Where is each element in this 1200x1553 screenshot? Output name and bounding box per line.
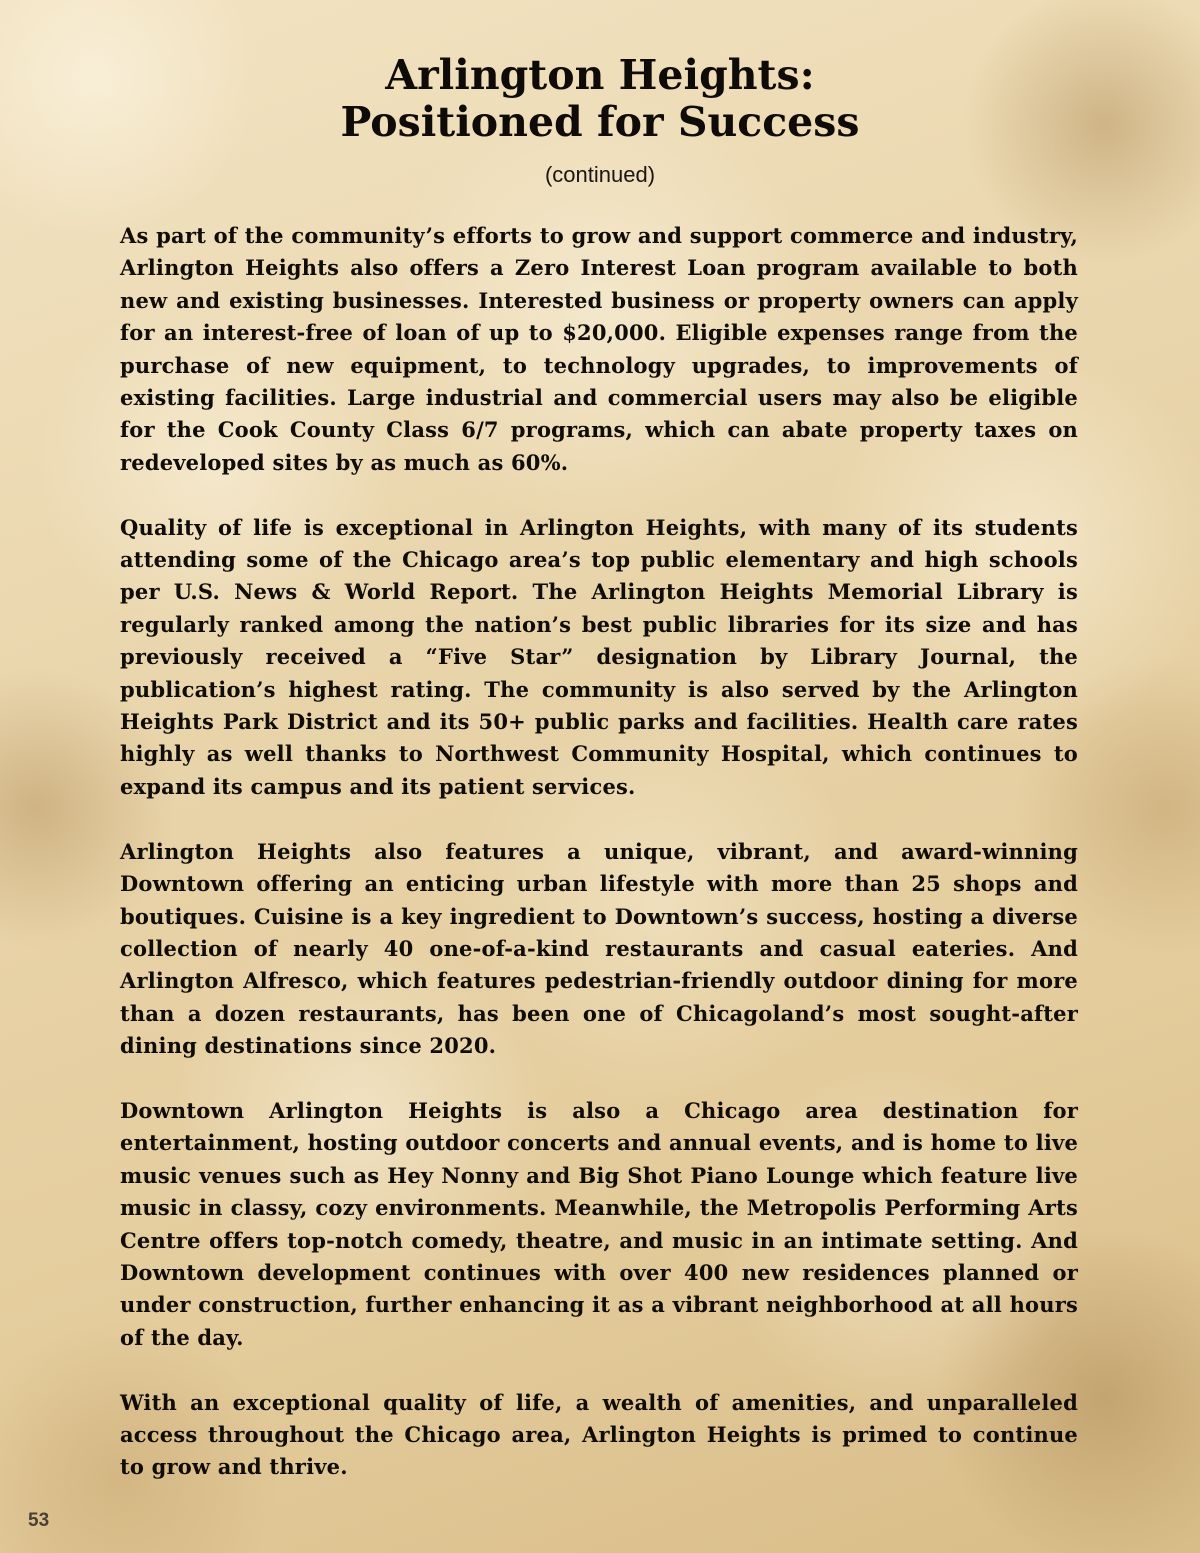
page-number: 53 [28, 1510, 50, 1531]
paragraph-downtown: Arlington Heights also features a unique, vibrant, and award-winning Downtown offering an enticing urban lifestyle with more than 25 shops and boutiques. Cuisine is a key ingredient to Downtown’s success, hosting a diverse collection of nearly 40 one-of-a-kind restaurants and casual eateries. And Arlington Alfresco, which features pedestrian-friendly outdoor dining for more than a dozen restaurants, has been one of Chicagoland’s most sought-after dining destinations since 2020. [120, 838, 1078, 1059]
page-header [0, 52, 1200, 188]
body-text [120, 220, 1078, 1516]
page-title-line-2: Positioned for Success [340, 98, 860, 146]
page-title-line-1: Arlington Heights: [385, 51, 815, 99]
paragraph-loan-program: As part of the community’s efforts to grow and support commerce and industry, Arlington Heights also offers a Zero Interest Loan program available to both new and existing businesses. Interested business or property owners can apply for an interest-free of loan of up to $20,000. Eligible expenses range from the purchase of new equipment, to technology upgrades, to improvements of existing facilities. Large industrial and commercial users may also be eligible for the Cook County Class 6/7 programs, which can abate property taxes on redeveloped sites by as much as 60%. [120, 223, 1078, 475]
paragraph-quality-of-life: Quality of life is exceptional in Arlington Heights, with many of its students attending some of the Chicago area’s top public elementary and high schools per U.S. News & World Report. The Arlington Heights Memorial Library is regularly ranked among the nation’s best public libraries for its size and has previously received a “Five Star” designation by Library Journal, the publication’s highest rating. The community is also served by the Arlington Heights Park District and its 50+ public parks and facilities. Health care rates highly as well thanks to Northwest Community Hospital, which continues to expand its campus and its patient services. [120, 514, 1078, 799]
paragraph-entertainment: Downtown Arlington Heights is also a Chicago area destination for entertainment, hosting outdoor concerts and annual events, and is home to live music venues such as Hey Nonny and Big Shot Piano Lounge which feature live music in classy, cozy environments. Meanwhile, the Metropolis Performing Arts Centre offers top-notch comedy, theatre, and music in an intimate setting. And Downtown development continues with over 400 new residences planned or under construction, further enhancing it as a vibrant neighborhood at all hours of the day. [120, 1097, 1078, 1350]
page-subtitle: (continued) [544, 162, 656, 187]
paragraph-conclusion: With an exceptional quality of life, a wealth of amenities, and unparalleled access throughout the Chicago area, Arlington Heights is primed to continue to grow and thrive. [120, 1389, 1078, 1480]
